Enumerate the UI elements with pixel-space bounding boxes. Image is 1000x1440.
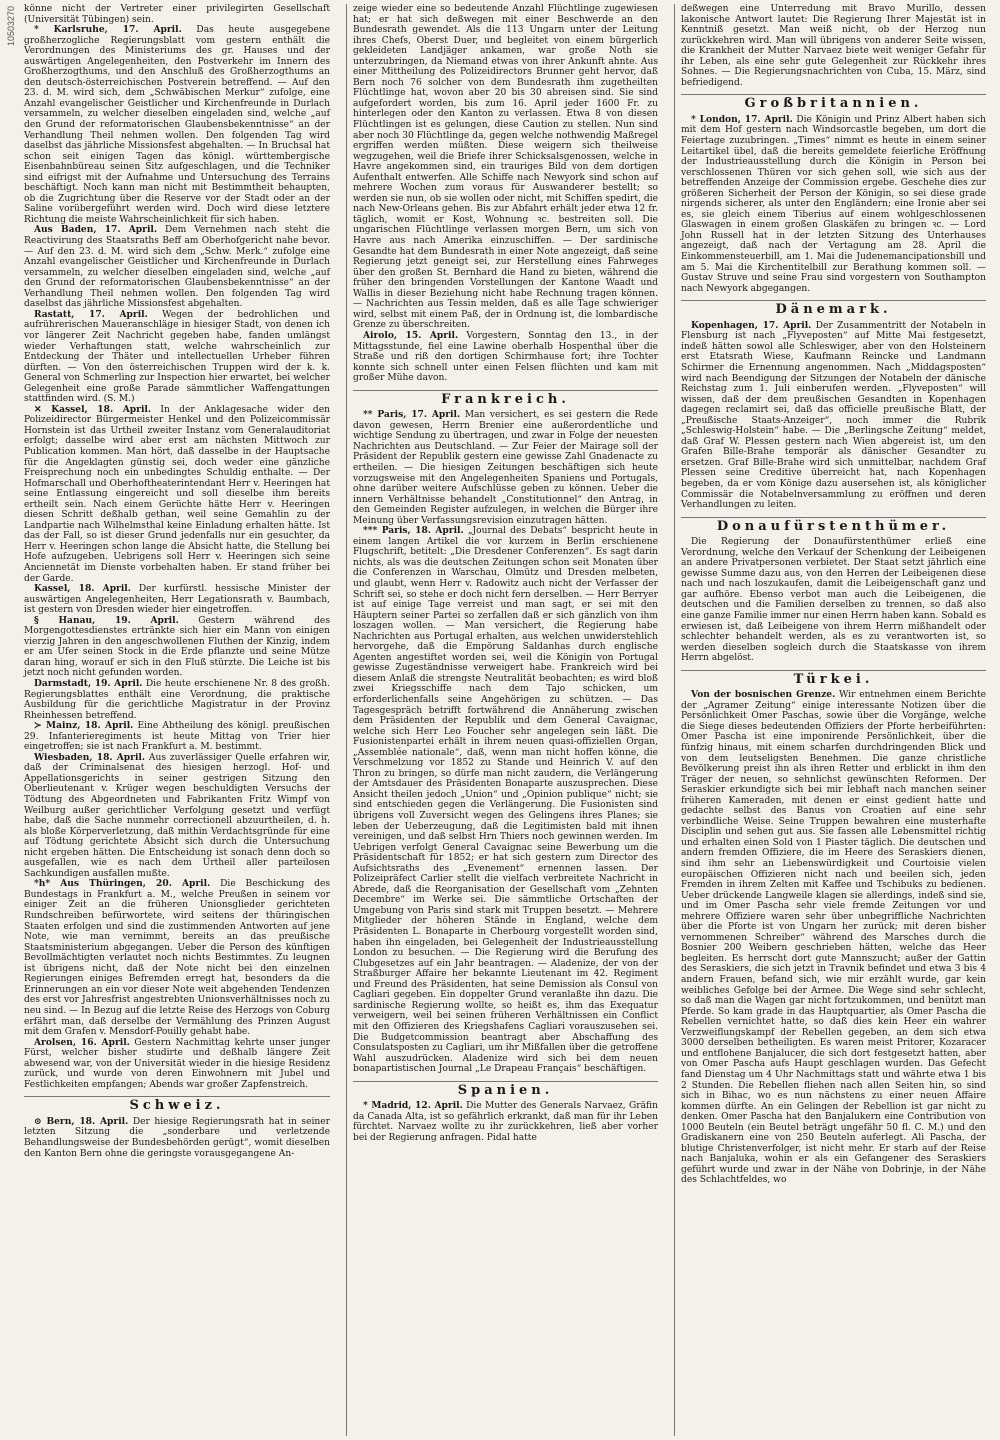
article-dateline: *** Paris, 18. April. (363, 525, 464, 537)
article-paragraph (24, 753, 330, 880)
article-paragraph (681, 537, 986, 664)
article-paragraph (353, 331, 658, 384)
section-heading: Dänemark. (681, 300, 986, 316)
article-paragraph (681, 690, 986, 1186)
article-paragraph (353, 526, 658, 1074)
article-text: Vorgestern, Sonntag den 13., in der Mittagsstunde, fiel eine Lawine oberhalb Hospenthal über die Straße und riß den dortigen Schirmhause fort; ihre Tochter konnte sich schnell unter einen Felsen flüchten und kam mit großer Mühe davon. (353, 330, 658, 384)
article-text: In der Anklagesache wider den Polizeidirector Bürgermeister Henkel und den Polizeicommissär Hornstein ist das Urtheil zweiter Instanz vom Generalauditoriat erfolgt; dasselbe wird aber erst am nächsten Mittwoch zur Publication kommen. Man hört, daß dasselbe in der Hauptsache für die Angeklagten günstig sei, doch weder eine gänzliche Freisprechung noch ein unbedingtes Schuldig enthalte. — Der Hofmarschall und Oberhoftheaterintendant Herr v. Heeringen hat seine Entlassung eingereicht und soll dieselbe ihm bereits ertheilt sein. Nach einem Gerüchte hätte Herr v. Heeringen diesen Schritt deßhalb gethan, weil seine Gemahlin zu der Landpartie nach Wilhelmsthal keine Einladung erhalten hätte. Ist das der Fall, so ist dieser Grund jedenfalls nur ein gesuchter, da Herr v. Heeringen schon lange die Absicht hatte, die Stellung bei Hofe aufzugeben. Uebrigens soll Herr v. Heeringen sich seine Anciennetät im Dienste vorbehalten haben. Er stand früher bei der Garde. (24, 404, 330, 584)
article-text: Die heute erschienene Nr. 8 des großh. Regierungsblattes enthält eine Verordnung, die praktische Ausbildung für die gerichtliche Magistratur in der Provinz Rheinhessen betreffend. (24, 679, 330, 721)
article-paragraph (353, 1101, 658, 1143)
article-text: Eine Abtheilung des königl. preußischen 29. Infanterieregiments ist heute Mittag von Trier hier eingetroffen; sie ist nach Frankfurt a. M. bestimmt. (24, 721, 330, 753)
article-paragraph (24, 1117, 330, 1159)
article-text: Das heute ausgegebene großherzogliche Regierungsblatt vom gestern enthält die Verordnungen des Ministeriums des gr. Hauses und der auswärtigen Angelegenheiten, den Postverkehr im Innern des Großherzogthums, und den Anschluß des Großherzogthums an den deutsch-österreichischen Postverein betreffend. — Auf den 23. d. M. wird sich, dem „Schwäbischen Merkur“ zufolge, eine Anzahl evangelischer Geistlicher und Kirchenfreunde in Durlach versammeln, zu welcher dieselben eingeladen sind, welche „auf den Grund der reformatorischen Glaubensbekenntnisse“ an der Verhandlung Theil nehmen wollen. Den folgenden Tag wird daselbst das jährliche Missionsfest abgehalten. — In Bruchsal hat schon seit einigen Tagen das königl. württembergische Eisenbahnbüreau seinen Sitz aufgeschlagen, und die Techniker sind eifrigst mit der Aufnahme und Untersuchung des Terrains beschäftigt. Noch kann man nicht mit Bestimmtheit behaupten, ob die Zugrichtung über die Reserve vor der Stadt oder an der Saline vorübergeführt werden wird. Doch wird diese letztere Richtung die meiste Wahrscheinlichkeit für sich haben. (24, 25, 330, 225)
article-dateline: Kassel, 18. April. (34, 583, 131, 595)
article-paragraph (681, 321, 986, 511)
newspaper-columns (18, 4, 992, 1436)
article-dateline: * Madrid, 12. April. (363, 1100, 463, 1112)
article-dateline: Von der bosnischen Grenze. (691, 689, 836, 701)
article-paragraph (24, 25, 330, 225)
section-heading: Schweiz. (24, 1096, 330, 1112)
article-paragraph (24, 721, 330, 753)
section-heading: Spanien. (353, 1081, 658, 1097)
article-paragraph (681, 4, 986, 88)
article-text: Wegen der bedrohlichen und aufrührerischen Maueranschläge in hiesiger Stadt, von denen ich vor längerer Zeit Nachricht gegeben habe, fanden umlängst wieder Verhaftungen statt, welche wahrscheinlich zur Entdeckung der Thäter und intellectuellen Urheber führen dürften. — Von den österreichischen Truppen wird der k. k. General von Schmerling zur Inspection hier erwartet, bei welcher Gelegenheit eine große Parade sämmtlicher Waffengattungen stattfinden wird. (S. M.) (24, 309, 330, 405)
article-paragraph (24, 679, 330, 721)
article-text: Gestern Nachmittag kehrte unser junger Fürst, welcher bisher studirte und deßhalb längere Zeit abwesend war, von der Universität wieder in die hiesige Residenz zurück, und wurde von deren Einwohnern mit Jubel und Festlichkeiten empfangen; Abends war großer Zapfenstreich. (24, 1037, 330, 1090)
article-dateline: *h* Aus Thüringen, 20. April. (34, 878, 211, 890)
article-dateline: Kopenhagen, 17. April. (691, 319, 812, 331)
article-text: Wir entnehmen einem Berichte der „Agramer Zeitung“ einige interessante Notizen über die Persönlichkeit Omer Paschas, sowie über die Vorgänge, welche die Siege dieses bedeutenden Offiziers der Pforte herbeiführten: Omer Pascha ist eine imponirende Persönlichkeit, über die fünfzig hinaus, mit einem scharfen durchdringenden Blick und von dem leutseligsten Benehmen. Die ganze christliche Bevölkerung preist ihn als ihren Retter und erblickt in ihm den Träger der neuen, so sehnlichst gewünschten Reformen. Der Seraskier erkundigte sich bei mir lebhaft nach manchen seiner früheren Kameraden, mit denen er einst gedient hatte und gedachte selbst des Banus von Croatien auf eine sehr verbindliche Weise. Seine Truppen bewahren eine musterhafte Disciplin und sehen gut aus. Sie fassen alle Lebensmittel richtig und erhalten einen Sold von 1 Piaster täglich. Die deutschen und andern fremden Offiziere, die im Heere des Seraskiers dienen, sind ihm sehr an Liebenswürdigkeit und Courtoisie vielen europäischen Offizieren nicht nach und beeilen sich, jeden Fremden in ihrem Zelten mit Kaffee und Tschibuks zu bedienen. Ueber drückende Langweile klagen sie allerdings, indeß sind sie, und im Omer Pascha sehr viele fremde Zeitungen vor und mehrere Offiziere waren sehr über unbegriffliche Nachrichten über die Pforte ist von Ungarn her zurück; mit deren bisher vernommenen Schreiber“ während des Marsches durch die Bosnier 200 Weibern geschrieben hätten, welche das Heer begleiten. Es herrscht dort gute Mannszucht; außer der Gattin des Seraskiers, die sich jetzt in Travnik befindet und etwa 3 bis 4 andern Frauen, befand sich, wie mir erzählt wurde, gar kein weibliches Gefolge bei der Armee. Die Wege sind sehr schlecht, so daß man die Wagen gar nicht fortzukommen, und benützt man Pferde. So kam grade in das Hauptquartier, als Omer Pascha die Rebellen vernichtet hatte, so daß dies kein Heer ein wahrer Verzweiflungskampf der Rebellen gegeben, an dem sich etwa 3000 derselben betheiligten. Es waren meist Pritorer, Kozaracer und entflohene Banjalucer, die sich dort festgesetzt hatten, aber von Omer Pascha aufs Haupt geschlagen wurden. Das Gefecht fand Dienstag um 4 Uhr Nachmittags statt und währte etwa 1 bis 2 Stunden. Die Rebellen fliehen nach allen Seiten hin, so sind sich in Bihac, wo es nun nächstens zu einer neuen Affaire kommen dürfte. An ein Gelingen der Rebellion ist gar nicht zu denken. Omer Pascha hat den Banjalukern eine Contribution von 1000 Beuteln (ein Beutel beträgt ungefähr 50 fl. C. M.) und den Gradiskanern eine von 250 Beuteln auferlegt. Ali Pascha, der blutige Christenverfolger, ist nicht mehr. Er starb auf der Reise nach Banjaluka, wohin er als ein Gefangener des Seraskiers geführt wurde und zwar in der Nähe von Dobrinje, in der Nähe des Schlachtfeldes, wo (681, 690, 986, 1186)
article-text: Aus zuverlässiger Quelle erfahren wir, daß der Criminalsenat des hiesigen herzogl. Hof- und Appellationsgerichts in seiner gestrigen Sitzung den Oberlieutenant v. Krüger wegen beschuldigten Versuchs der Tödtung des Abgeordneten und Fabrikanten Fritz Wimpf von Weilburg außer gerichtlicher Verfolgung gesetzt und verfügt habe, daß die Sache nunmehr correctionell abzuurtheilen, d. h. als bloße Körperverletzung, daß mithin Verdachtsgründe für eine auf Tödtung gerichtete Absicht sich durch die Untersuchung nicht ergeben hätten. Die Entscheidung ist sonach denn doch so ausgefallen, wie es nach dem Urtheil aller parteilosen Sachkundigen ausfallen mußte. (24, 752, 330, 879)
article-text: Der hiesige Regierungsrath hat in seiner letzten Sitzung die „sonderbare und verletzende Behandlungsweise der Bundesbehörden gerügt“, womit dieselben den Kanton Bern ohne die geringste vorausgegangene An- (24, 1116, 330, 1159)
section-heading: Donaufürstenthümer. (681, 517, 986, 533)
article-text: Der kurfürstl. hessische Minister der auswärtigen Angelegenheiten, Herr Legationsrath v. Baumbach, ist gestern von Dresden wieder hier eingetroffen. (24, 584, 330, 616)
article-dateline: Darmstadt, 19. April. (34, 678, 143, 689)
article-text: „Journal des Debats“ bespricht heute in einem langen Artikel die vor kurzem in Berlin erschienene Flugschrift, betitelt: „Die Dresdener Conferenzen“. Es sagt darin nichts, als was die deutschen Zeitungen schon seit Monaten über die Conferenzen in Warschau, Olmütz und Dresden melbeten, und glaubt, wenn Herr v. Radowitz auch nicht der Verfasser der Schrift sei, so stehe er doch nicht fern derselben. — Herr Berryer ist auf einige Tage verreist und man sagt, er sei mit den Häuptern seiner Partei so zerfallen daß er sich gänzlich von ihm loszagen wollen. — Man versichert, die Regierung habe Nachrichten aus Portugal erhalten, aus welchen unwiderstehlich hervorgehe, daß die Empörung Saldanhas durch englische Agenten angestiftet worden sei, weil die Königin von Portugal gewisse Zugeständnisse verweigert habe. Frankreich wird bei diesem Anlaß die strengste Neutralität beobachten; es wird bloß zwei Kriegsschiffe nach dem Tajo schicken, um erforderlichenfalls seine Angehörigen zu schützen. — Das Tagesgespräch betrifft fortwährend die Annäherung zwischen dem Präsidenten der Republik und dem General Cavaignac, welche sich Herr Leo Foucher sehr angelegen sein läßt. Die Fusionistenpartei erhält in ihrem neuen quasi-offiziellen Organ, „Assemblée nationale“, daß, wenn man nicht hoffen könne, die Verschmelzung vor 1852 zu Stande und Heinrich V. auf den Thron zu bringen, so dürfe man nicht zaudern, die Verlängerung der Amtsdauer des Präsidenten Bonaparte auszusprechen. Diese Ansicht theilen jedoch „Union“ und „Opinion publique“ nicht; sie sind entschieden gegen die Verlängerung. Die Fusionisten sind übrigens voll Zuversicht wegen des Gelingens ihres Planes; sie leben der Ueberzeugung, daß die Legitimisten bald mit ihnen vereinigen, und daß selbst Hrn Thiers noch gewinnen werden. Im Uebrigen verfolgt General Cavaignac seine Bewerbung um die Präsidentschaft für 1852; er hat sich gestern zum Director des Aufsichtsraths des „Evenement“ ernennen lassen. Der Polizeipräfect Carlier stellt die vielfach verbreitete Nachricht in Abrede, daß die Reorganisation der Gesellschaft vom „Zehnten Decembre“ im Werke sei. Die sämmtliche Ortschaften der Umgebung von Paris sind stark mit Truppen besetzt. — Mehrere Mitglieder der höheren Stände in England, welche dem Präsidenten L. Bonaparte in Cherbourg vorgestellt worden sind, haben ihn eingeladen, bei Gelegenheit der Industrieausstellung London zu besuchen. — Die Regierung wird die Berufung des Clubgesetzes auf ein Jahr beantragen. — Aladenize, der von der Straßburger Affaire her bekannte Lieutenant im 42. Regiment und Freund des Präsidenten, hat seine Demission als Consul von Cagliari gegeben. Ein doppelter Grund veranlaßte ihn dazu. Die sardinische Regierung wollte, so heißt es, ihm das Exequatur verweigern, weil bei seinen früheren Verhältnissen ein Conflict mit den Offizieren des Kriegshafens Cagliari vorauszusehen sei. Die Budgetcommission beantragt aber Abschaffung des Consulatsposten zu Cagliari, um ihr Mißfallen über die getroffene Wahl auszudrücken. Aladenize wird sich bei dem neuen bonapartistischen Journal „Le Drapeau Français“ beschäftigen. (353, 526, 658, 1075)
page-id-label: 10503270 (6, 6, 16, 47)
article-dateline: § Hanau, 19. April. (34, 614, 179, 626)
article-paragraph (24, 616, 330, 679)
column-3 (674, 4, 992, 1436)
article-paragraph (24, 584, 330, 616)
section-heading: Türkei. (681, 670, 986, 686)
article-paragraph (24, 4, 330, 25)
column-1 (18, 4, 336, 1436)
article-text: Man versichert, es sei gestern die Rede davon gewesen, Herrn Brenier eine außerordentliche und wichtige Sendung zu übertragen, und zwar in Folge der neuesten Nachrichten aus Deutschland. — Zur Feier der Mairage soll der Präsident der Republik gestern eine gewisse Zahl Gnadenacte zu ertheilen. — Die hiesigen Zeitungen beschäftigen sich heute vorzugsweise mit den Angelegenheiten Spaniens und Portugals, ohne darüber weitere Aufschlüsse geben zu können. Ueber die innern Verhältnisse behandelt „Constitutionnel“ den Antrag, in den Gemeinden Register aufzulegen, in welchen die Bürger ihre Meinung über Verfassungsrevision einzutragen hätten. (353, 410, 658, 526)
section-heading: Großbritannien. (681, 94, 986, 110)
article-text: Der Zusammentritt der Notabeln in Flensburg ist nach „Flyveposten“ auf Mitte Mai festgesetzt, indeß hätten sowol alle Schleswiger, aber von den Holsteinern erst Etatsrath Wiese, Kaufmann Reincke und Landmann Schirmer die Ernennung angenommen. Nach „Middagsposten“ wird nach Beendigung der Sitzungen der Notabeln der dänische Reichstag zum 1. Juli einberufen werden. „Flyveposten“ will wissen, daß der dem preußischen Gesandten in Kopenhagen dagegen reclamirt sei, daß das officielle preußische Blatt, der „Preußische Staats-Anzeiger“, noch immer die Rubrik „Schleswig-Holstein“ habe. — Die „Berlingsche Zeitung“ meldet, daß Graf W. Plessen gestern nach Wien abgereist ist, um den Grafen Bille-Brahe temporär als dänischer Gesandter zu ersetzen. Graf Bille-Brahe wird sich unmittelbar, nachdem Graf Plessen seine Creditive überreicht hat, nach Kopenhagen begeben, da er vom Könige dazu ausersehen ist, als königlicher Commissär die Notabelnversammlung zu eröffnen und deren Verhandlungen zu leiten. (681, 320, 986, 511)
article-dateline: Rastatt, 17. April. (34, 308, 148, 320)
article-text: Die Königin und Prinz Albert haben sich mit dem Hof gestern nach Windsorcastle begeben, um dort die Feiertage zuzubringen. „Times“ nimmt es heute in einem seiner Leitartikel übel, daß die bereits gemeldete feierliche Eröffnung der Industrieausstellung durch die Königin in Person bei verschlossenen Thüren vor sich gehen soll, wie sich aus der betreffenden Anzeige der Commission ergebe. Geschehe dies zur größeren Sicherheit der Person der Königin, so sei diese grade nirgends sicherer, als unter den Engländern; eine Ironie aber sei es, sie gleich einem Tiberius auf einem wohlgeschlossenen Glaswagen in einem großen Glaskäfen zu bringen ꝛc. — Lord John Russell hat in der letzten Sitzung des Unterhauses angezeigt, daß nach der Vertagung am 28. April die Einkommensteuerbill, am 1. Mai die Judenemancipationsbill und am 5. Mai die Kirchentitelbill zur Berathung kommen soll. — Gustav Struve und seine Frau sind vorgestern von Southampton nach Newyork abgegangen. (681, 114, 986, 294)
article-paragraph (24, 225, 330, 309)
article-paragraph (353, 4, 658, 331)
article-text: könne nicht der Vertreter einer privilegirten Gesellschaft (Universität Tübingen) sein. (24, 4, 330, 25)
article-dateline: ≻ Mainz, 18. April. (34, 720, 134, 732)
article-dateline: ⊙ Bern, 18. April. (34, 1115, 129, 1127)
article-text: deßwegen eine Unterredung mit Bravo Murillo, dessen lakonische Antwort lautet: Die Regierung Ihrer Majestät ist in Kenntniß gesetzt. Man weiß nicht, ob der Herzog nun zurückkehren wird. Man will übrigens von anderer Seite wissen, die Krankheit der Mutter Narvaez biete weit weniger Gefahr für ihr Leben, als eine sehr gute Gelegenheit zur Rückkehr ihres Sohnes. — Die Regierungsnachrichten von Cuba, 15. März, sind befriedigend. (681, 4, 986, 88)
article-dateline: * London, 17. April. (691, 113, 793, 125)
article-dateline: Wiesbaden, 18. April. (34, 751, 146, 763)
article-paragraph (24, 405, 330, 584)
article-text: Gestern während des Morgengottesdienstes ertränkte sich hier ein Mann von einigen vierzig Jahren in den angeschwollenen Fluthen der Kinzig, indem er am Ufer seinen Stock in die Erde pflanzte und seine Mütze daran hing, worauf er sich in den Fluß stürzte. Die Leiche ist bis jetzt noch nicht gefunden worden. (24, 615, 330, 679)
article-paragraph (681, 115, 986, 294)
article-paragraph (24, 1038, 330, 1091)
article-dateline: ** Paris, 17. April. (363, 409, 461, 421)
article-paragraph (353, 410, 658, 526)
article-dateline: * Karlsruhe, 17. April. (34, 24, 182, 36)
section-heading: Frankreich. (353, 390, 658, 406)
article-text: Dem Vernehmen nach steht die Reactivirung des Staatsraths Beff am Oberhofgericht nahe bevor. — Auf den 23. d. M. wird sich dem „Schw. Merk.“ zufolge eine Anzahl evangelischer Geistlicher und Kirchenfreunde in Durlach versammeln, zu welcher dieselben eingeladen sind, welche „auf den Grund der reformatorischen Glaubensbekenntnisse“ an der Verhandlung Theil nehmen wollen. Den folgenden Tag wird daselbst das jährliche Missionsfest abgehalten. (24, 225, 330, 310)
article-text: Die Regierung der Donaufürstenthümer erließ eine Verordnung, welche den Verkauf der Schenkung der Leibeigenen an andere Privatpersonen verbietet. Der Staat setzt jährlich eine gewisse Summe dazu aus, von den Herren der Leibeigenen diese nach und nach loszukaufen, damit die Leibeigenschaft ganz und gar aufhöre. Ebenso verbot man auch die Leibeigenen, die deutschen und die Familien derselben zu trennen, so daß also eine ganze Familie immer nur einen Herrn haben kann. Sobald es erwiesen ist, daß Leibeigene von ihrem Herrn mißhandelt oder schlechter behandelt werden, als es zu verantworten ist, so werden dieselben sogleich durch die Staatskasse von ihrem Herrn abgelöst. (681, 537, 986, 664)
article-paragraph (24, 879, 330, 1037)
article-paragraph (24, 310, 330, 405)
article-text: Die Mutter des Generals Narvaez, Gräfin da Canada Alta, ist so gefährlich erkrankt, daß man für ihr Leben fürchtet. Narvaez wollte zu ihr zurückkehren, ließ aber vorher bei der Regierung anfragen. Pidal hatte (353, 1101, 658, 1143)
article-dateline: Arolsen, 16. April. (34, 1036, 130, 1048)
article-dateline: ✕ Kassel, 18. April. (34, 403, 152, 415)
article-dateline: Aus Baden, 17. April. (34, 224, 158, 236)
article-text: Die Beschickung des Bundestags in Frankfurt a. M., welche Preußen in seinem vor einiger Zeit an die früheren Unionsglieder gerichteten Rundschreiben befürwortete, wird seitens der thüringischen Staaten erfolgen und sind die zustimmenden Antworten auf jene Note, wie man vernimmt, bereits an das preußische Staatsministerium abgegangen. Ueber die Person des künftigen Bevollmächtigten verlautet noch nichts Bestimmtes. Zu leugnen ist übrigens nicht, daß der Note nicht bei den einzelnen Regierungen einiges Befremden erregt hat, besonders da die Erinnerungen an ein vor dieser Note weit abgehenden Tendenzen des erst vor Jahresfrist angestrebten Unionsverhältnisses noch zu neu sind. — In Bezug auf die letzte Reise des Herzogs von Coburg erfährt man, daß derselbe der Vermählung des Prinzen August mit dem Grafen v. Mensdorf-Pouilly gehabt habe. (24, 879, 330, 1038)
article-dateline: Airolo, 15. April. (363, 329, 459, 341)
article-text: zeige wieder eine so bedeutende Anzahl Flüchtlinge zugewiesen hat; er hat sich deßwegen mit einer Beschwerde an den Bundesrath gewendet. Als die 113 Ungarn unter der Leitung ihres Chefs, Oberst Duer, und begleitet von einem bürgerlich gekleideten Landjäger ankamen, war große Noth sie unterzubringen, da Niemand etwas von ihrer Ankunft ahnte. Aus einer Mittheilung des Polizeidirectors Brunner geht hervor, daß Bern noch 76 solcher von dem Bundesrath ihm zugetheilten Flüchtlinge hat, wovon aber 20 bis 30 abreisen sind. Sie sind aufgefordert worden, bis zum 16. April jeder 1600 Fr. zu hinterlegen oder den Kanton zu verlassen. Etwa 8 von diesen Flüchtlingen ist es gelungen, diese Caution zu stellen. Nun sind aber noch 30 Flüchtlinge da, gegen welche nothwendig Maßregel ergriffen werden müßten. Diese weigern sich theilweise wegzugehen, weil die Briefe ihrer Schicksalsgenossen, welche in Havre angekommen sind, ein trauriges Bild von dem dortigen Aufenthalt entwerfen. Alle Schiffe nach Newyork sind schon auf mehrere Wochen zum voraus für Auswanderer bestellt; so werden sie nun, ob sie wollen oder nicht, mit Schiffen spedirt, die nach New-Orleans gehen. Bis zur Abfahrt erhält jeder etwa 12 fr. täglich, womit er Kost, Wohnung ꝛc. bestreiten soll. Die ungarischen Flüchtlinge verlassen morgen Bern, um sich von Havre aus nach Amerika einzuschiffen. — Der sardinische Gesandte hat dem Bundesrath in einer Note angezeigt, daß seine Regierung jetzt geneigt sei, zur Herstellung eines Fahrweges über den großen St. Bernhard die Hand zu bieten, während die früher den bringenden Vorstellungen der Kantone Waadt und Wallis in dieser Beziehung nicht habe Rechnung tragen können. — Nachrichten aus Tessin melden, daß es alle Tage schwieriger wird, selbst mit einem Paß, der in Ordnung ist, die lombardische Grenze zu überschreiten. (353, 4, 658, 331)
column-2 (346, 4, 664, 1436)
